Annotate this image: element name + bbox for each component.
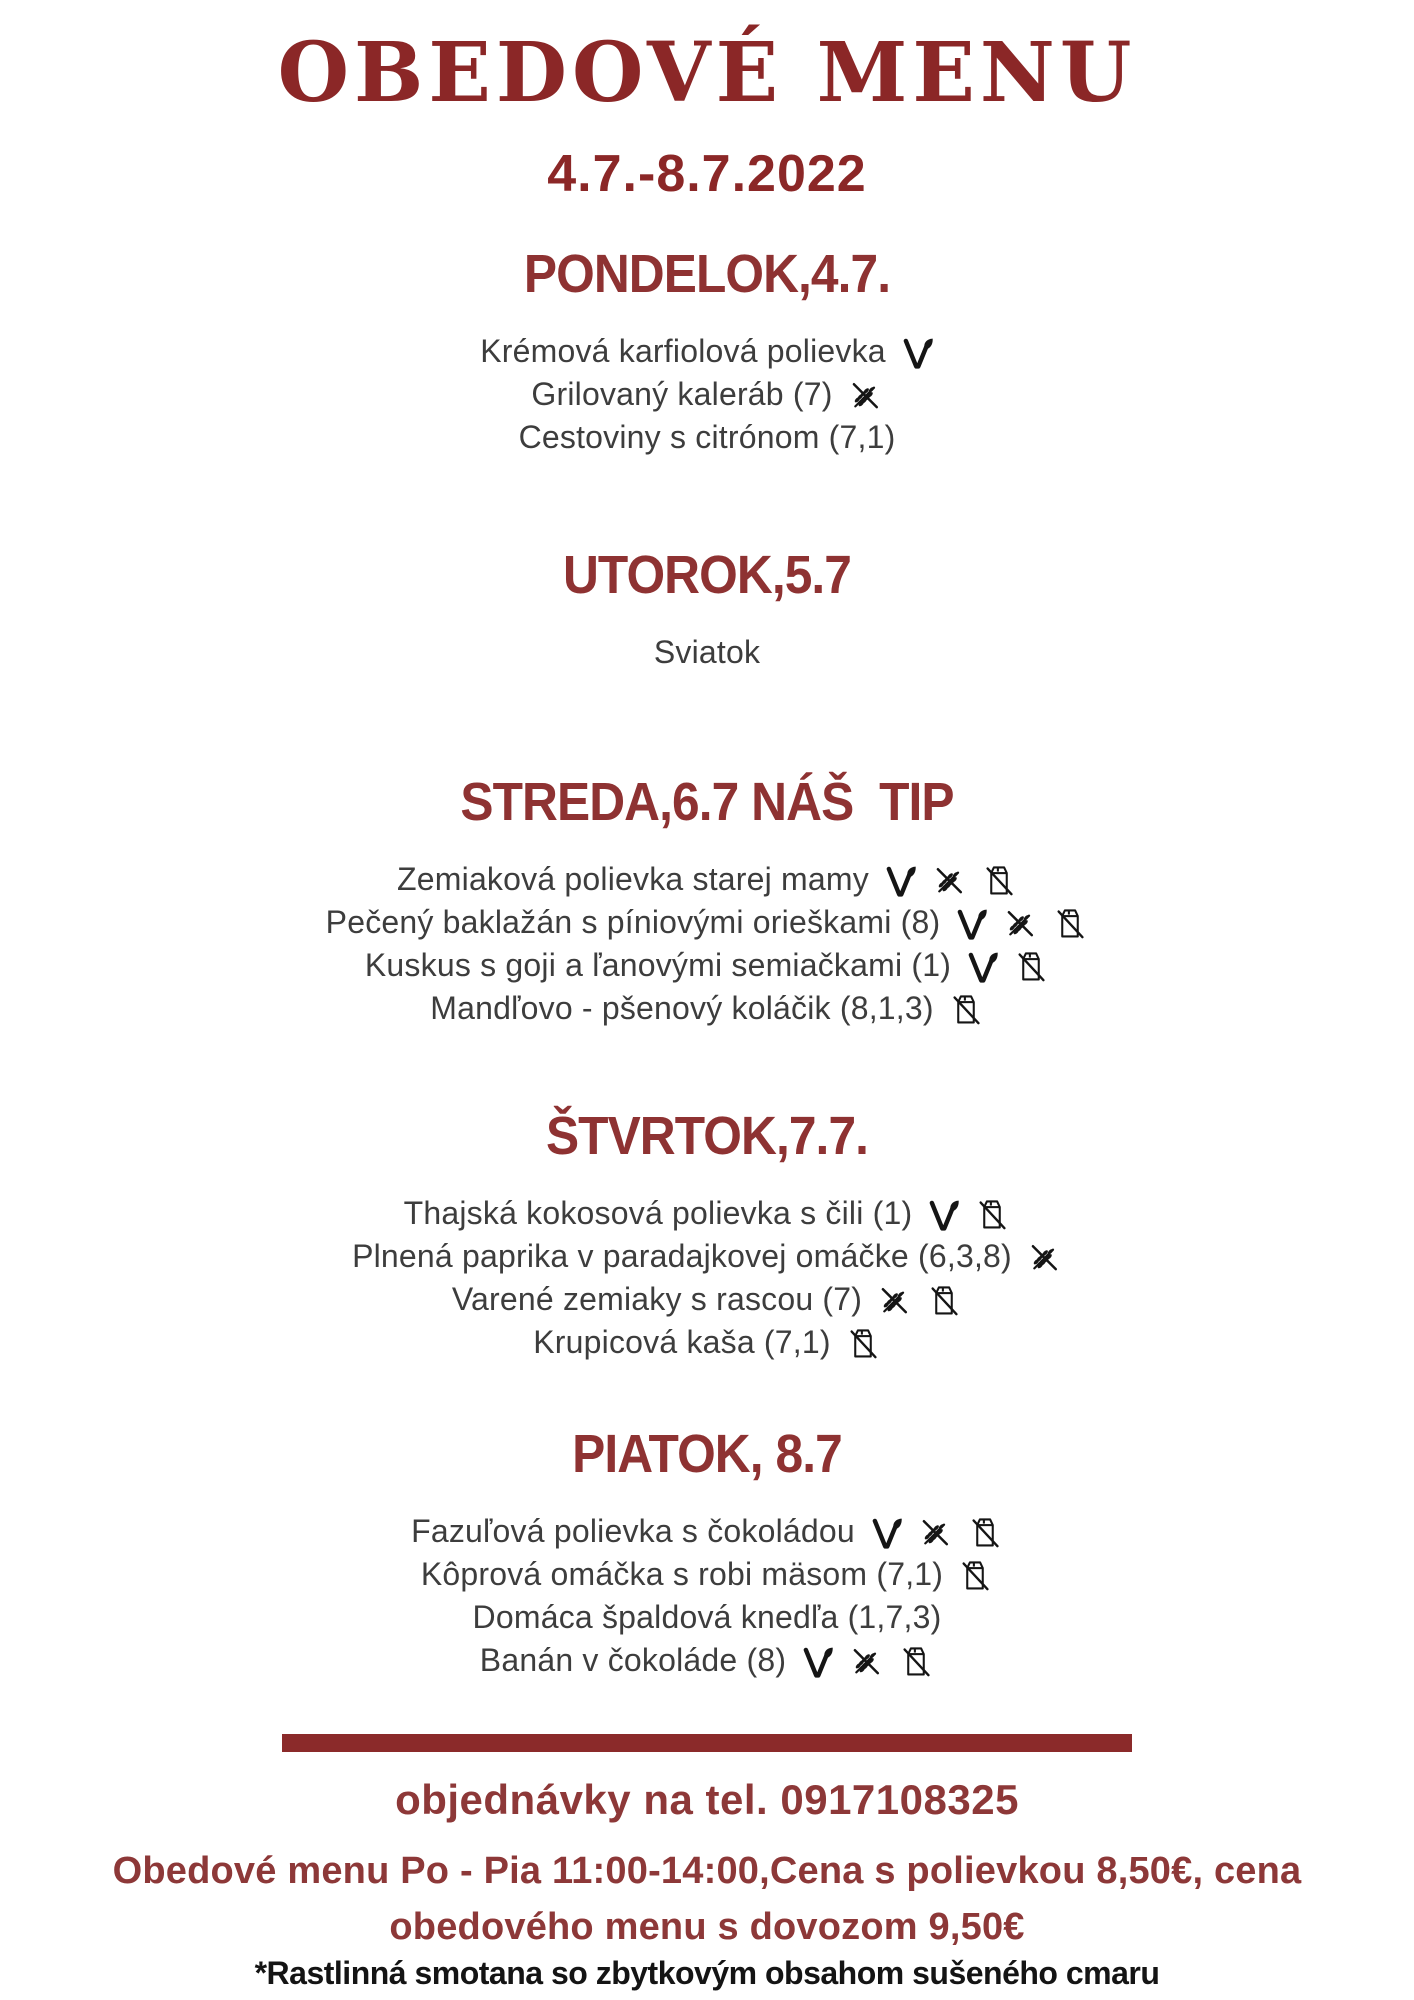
gluten-free-icon: [847, 378, 883, 414]
dish-line: [0, 631, 1414, 674]
dish-text: Kuskus s goji a ľanovými semiačkami (1): [364, 947, 952, 984]
lactose-free-icon: [967, 1515, 1003, 1551]
dish-text: Mandľovo - pšenový koláčik (8,1,3): [430, 990, 934, 1027]
gluten-free-icon: [917, 1515, 953, 1551]
day-heading: UTOROK,5.7: [562, 545, 852, 606]
dish-text: Fazuľová polievka s čokoládou: [411, 1513, 855, 1550]
dish-text: Cestoviny s citrónom (7,1): [518, 419, 896, 456]
dish-text: Varené zemiaky s rascou (7): [451, 1281, 863, 1318]
dish-line: [0, 330, 1414, 373]
day-heading: ŠTVRTOK,7.7.: [545, 1106, 869, 1167]
dish-line: [0, 944, 1414, 987]
lactose-free-icon: [845, 1326, 881, 1362]
vegan-icon: [800, 1646, 834, 1680]
dish-text: Kôprová omáčka s robi mäsom (7,1): [420, 1556, 944, 1593]
lactose-free-icon: [1052, 906, 1088, 942]
dish-text: Plnená paprika v paradajkovej omáčke (6,3,8): [352, 1238, 1012, 1275]
day-section: [0, 1108, 1414, 1364]
dish-text: Sviatok: [653, 634, 761, 671]
dish-line: [0, 1553, 1414, 1596]
vegan-icon: [869, 1517, 903, 1551]
menu-title: OBEDOVÉ MENU: [277, 25, 1137, 121]
dish-text: Zemiaková polievka starej mamy: [397, 861, 869, 898]
dish-list: [0, 1192, 1414, 1364]
vegan-icon: [900, 337, 934, 371]
dish-list: [0, 330, 1414, 459]
dish-list: [0, 631, 1414, 674]
dish-line: [0, 1639, 1414, 1682]
gluten-free-icon: [848, 1644, 884, 1680]
orders-phone-line: objednávky na tel. 0917108325: [395, 1776, 1019, 1824]
dish-list: [0, 1510, 1414, 1682]
lactose-free-icon: [948, 992, 984, 1028]
dish-text: Thajská kokosová polievka s čili (1): [403, 1195, 913, 1232]
price-info-line-1: Obedové menu Po - Pia 11:00-14:00,Cena s polievkou 8,50€, cena: [112, 1850, 1302, 1893]
dish-line: [0, 373, 1414, 416]
dish-line: [0, 1235, 1414, 1278]
dish-text: Grilovaný kaleráb (7): [531, 376, 833, 413]
dish-text: Pečený baklažán s píniovými orieškami (8): [325, 904, 941, 941]
day-section: [0, 547, 1414, 674]
dish-line: [0, 1596, 1414, 1639]
gluten-free-icon: [1026, 1240, 1062, 1276]
vegan-icon: [926, 1199, 960, 1233]
dish-text: Krémová karfiolová polievka: [480, 333, 886, 370]
dish-line: [0, 858, 1414, 901]
gluten-free-icon: [931, 863, 967, 899]
lactose-free-icon: [1013, 949, 1049, 985]
dish-text: Banán v čokoláde (8): [479, 1642, 787, 1679]
gluten-free-icon: [1002, 906, 1038, 942]
dish-line: [0, 1321, 1414, 1364]
dish-list: [0, 858, 1414, 1030]
vegan-icon: [883, 865, 917, 899]
lactose-free-icon: [926, 1283, 962, 1319]
lactose-free-icon: [898, 1644, 934, 1680]
dish-line: [0, 1192, 1414, 1235]
divider-bar: [282, 1734, 1132, 1752]
day-heading: PONDELOK,4.7.: [523, 244, 891, 305]
dish-line: [0, 416, 1414, 459]
dish-text: Domáca špaldová knedľa (1,7,3): [472, 1599, 942, 1636]
lactose-free-icon: [974, 1197, 1010, 1233]
dish-line: [0, 1278, 1414, 1321]
vegan-icon: [954, 908, 988, 942]
days: [0, 246, 1414, 1682]
day-section: [0, 246, 1414, 459]
menu-date-range: 4.7.-8.7.2022: [547, 145, 867, 204]
vegan-icon: [965, 951, 999, 985]
dish-line: [0, 1510, 1414, 1553]
dish-line: [0, 987, 1414, 1030]
day-heading: STREDA,6.7 NÁŠ TIP: [460, 772, 954, 833]
lactose-free-icon: [981, 863, 1017, 899]
gluten-free-icon: [876, 1283, 912, 1319]
price-info-line-2: obedového menu s dovozom 9,50€: [389, 1906, 1025, 1949]
lactose-free-icon: [957, 1558, 993, 1594]
dish-text: Krupicová kaša (7,1): [533, 1324, 831, 1361]
day-heading: PIATOK, 8.7: [572, 1424, 842, 1485]
day-section: [0, 1426, 1414, 1682]
dish-line: [0, 901, 1414, 944]
day-section: [0, 774, 1414, 1030]
footnote: *Rastlinná smotana so zbytkovým obsahom sušeného cmaru: [254, 1955, 1160, 1992]
